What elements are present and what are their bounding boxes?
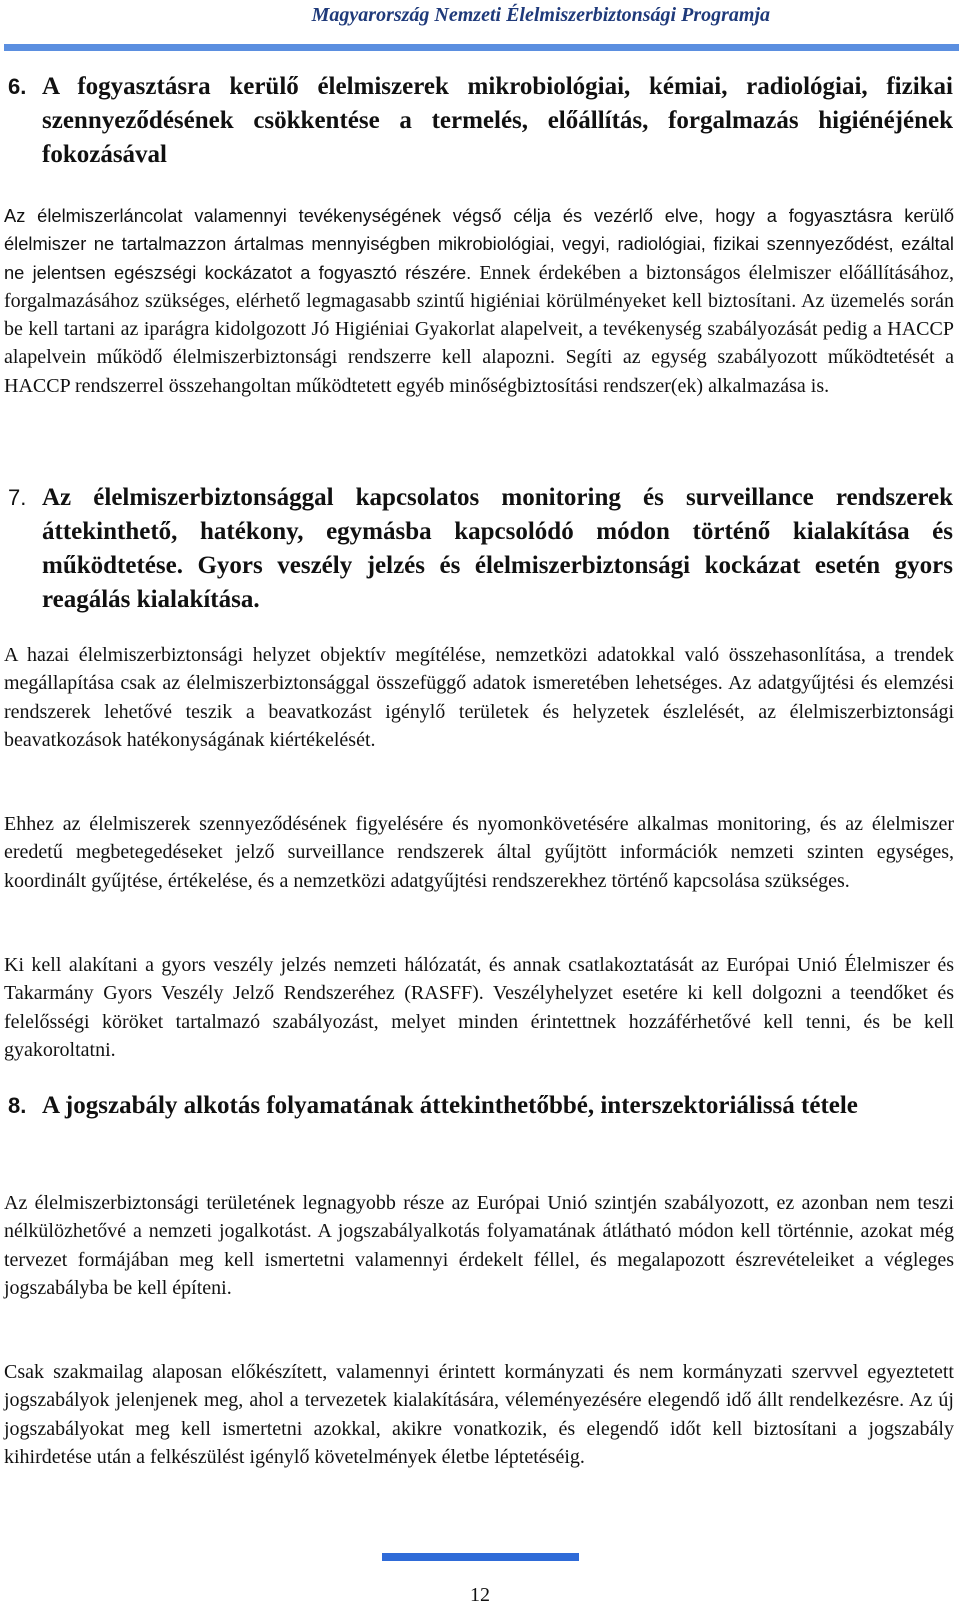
section-6-number: 6. [8,74,27,99]
header-rule [4,44,959,51]
section-7-paragraph-3: Ki kell alakítani a gyors veszély jelzés nemzeti hálózatát, és annak csatlakoztatását az Európai Unió Élelmiszer és Takarmány Gyors Veszély Jelző Rendszeréhez (RASFF). Veszélyhelyzet esetére ki kell dolgozni a teendőket és felelősségi köröket tartalmazó szabályozást, melyet minden érintettnek hozzáférhetővé kell tenni, és be kell gyakoroltatni. [4,954,954,1061]
page-number: 12 [470,1584,490,1606]
section-6-heading [8,70,953,172]
section-7-title: Az élelmiszerbiztonsággal kapcsolatos monitoring és surveillance rendszerek áttekinthető, hatékony, egymásba kapcsolódó módon történő kialakítása és működtetése. Gyors veszély jelzés és élelmiszerbiztonsági kockázat esetén gyors reagálás kialakítása. [42,484,953,613]
section-6-title: A fogyasztásra kerülő élelmiszerek mikrobiológiai, kémiai, radiológiai, fizikai szennyeződésének csökkentése a termelés, előállítás, forgalmazás higiénéjének fokozásával [42,73,953,168]
section-6-paragraph [4,202,954,400]
section-8-heading [8,1089,953,1123]
section-6-paragraph-rest: Ennek érdekében a biztonságos élelmiszer előállításához, forgalmazásához szükséges, elérhető legmagasabb szintű higiéniai körülményeket kell biztosítani. Az üzemelés során be kell tartani az iparágra kidolgozott Jó Higiéniai Gyakorlat alapelveit, a tevékenység szabályozását pedig a HACCP alapelvein működő élelmiszerbiztonsági rendszerre kell alapozni. Segíti az egység szabályozott működtetését a HACCP rendszerrel összehangoltan működtetett egyéb minőségbiztosítási rendszer(ek) alkalmazása is. [4,261,955,397]
section-8-number: 8. [8,1093,27,1118]
section-6-paragraph-lead: Az élelmiszerláncolat valamennyi tevékenységének végső célja és vezérlő elve, hogy a fogyasztásra kerülő élelmiszer ne tartalmazzon ártalmas mennyiségben mikrobiológiai, vegyi, radiológiai, fizikai szennyeződést, ezáltal ne jelentsen egészségi kockázatot a fogyasztó részére. [4,205,954,283]
section-7-paragraph-1: A hazai élelmiszerbiztonsági helyzet objektív megítélése, nemzetközi adatokkal való összehasonlítása, a trendek megállapítása csak az élelmiszerbiztonsággal összefüggő adatok ismeretében lehetséges. Az adatgyűjtési és elemzési rendszerek lehetővé teszik a beavatkozást igénylő területek és helyzetek észlelését, az élelmiszerbiztonsági beavatkozások hatékonyságának kiértékelését. [4,644,954,751]
section-8-title: A jogszabály alkotás folyamatának áttekinthetőbbé, interszektoriálissá tétele [42,1092,858,1119]
section-8-paragraph-2: Csak szakmailag alaposan előkészített, valamennyi érintett kormányzati és nem kormányzati szervvel egyeztetett jogszabályok jelenjenek meg, ahol a tervezetek kialakítására, véleményezésére elegendő idő állt rendelkezésre. Az új jogszabályokat meg kell ismertetni azokkal, akikre vonatkozik, és elegendő időt kell biztosítani a jogszabály kihirdetése után a felkészülést igénylő követelmények életbe léptetéséig. [4,1361,954,1468]
footer-rule [382,1553,579,1561]
section-7-heading [8,481,953,617]
section-7-number: 7. [8,485,27,510]
section-8-paragraph-1: Az élelmiszerbiztonsági területének legnagyobb része az Európai Unió szintjén szabályozott, ez azonban nem teszi nélkülözhetővé a nemzeti jogalkotást. A jogszabályalkotás folyamatának átlátható módon kell történnie, azokat még tervezet formájában meg kell ismertetni valamennyi érdekelt féllel, és megalapozott észrevételeiket a végleges jogszabályba be kell építeni. [4,1192,954,1299]
section-7-paragraph-2: Ehhez az élelmiszerek szennyeződésének figyelésére és nyomonkövetésére alkalmas monitoring, és az élelmiszer eredetű megbetegedéseket jelző surveillance rendszerek által gyűjtött információk nemzeti szinten egységes, koordinált gyűjtése, értékelése, és a nemzetközi adatgyűjtési rendszerekhez történő kapcsolása szükséges. [4,813,954,892]
running-header: Magyarország Nemzeti Élelmiszerbiztonsági Programja [311,4,770,26]
